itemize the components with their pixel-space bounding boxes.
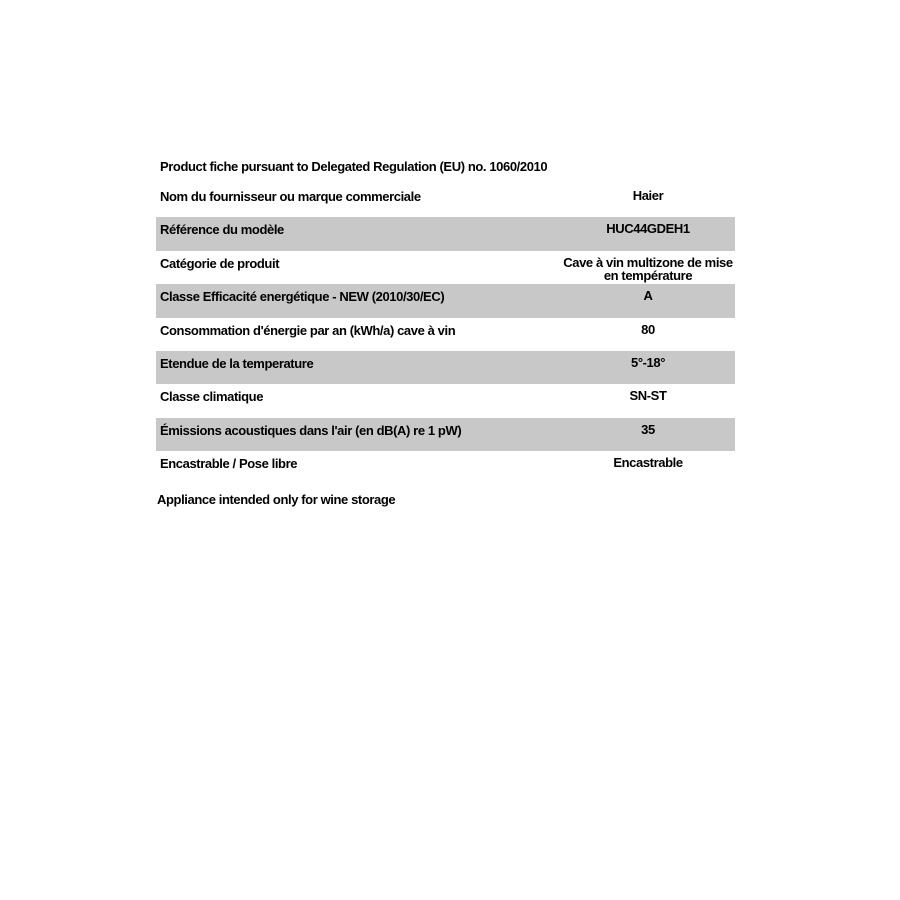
row-label: Émissions acoustiques dans l'air (en dB(A) re 1 pW) — [160, 422, 462, 438]
row-value: 80 — [641, 321, 655, 337]
row-label: Encastrable / Pose libre — [160, 456, 298, 472]
table-row-product-category — [156, 251, 735, 284]
row-label: Classe Efficacité energétique - NEW (2010/30/EC) — [160, 289, 445, 305]
row-value: 5°-18° — [630, 354, 666, 370]
table-row-model-reference — [156, 217, 735, 250]
table-row-installation-type — [156, 451, 735, 484]
row-label: Référence du modèle — [160, 222, 284, 238]
table-row-energy-consumption — [156, 318, 735, 351]
table-row-supplier — [156, 184, 735, 217]
row-label: Nom du fournisseur ou marque commerciale — [160, 189, 421, 204]
row-value: Haier — [632, 188, 664, 203]
footer-note: Appliance intended only for wine storage — [157, 492, 396, 507]
table-row-noise-emissions — [156, 418, 735, 451]
row-label: Catégorie de produit — [160, 255, 280, 271]
row-label: Classe climatique — [160, 389, 264, 405]
table-row-temperature-range — [156, 351, 735, 384]
row-value: Cave à vin multizone de mise en température — [563, 254, 733, 283]
row-label: Consommation d'énergie par an (kWh/a) cave à vin — [160, 322, 456, 338]
document-title: Product fiche pursuant to Delegated Regulation (EU) no. 1060/2010 — [160, 159, 548, 174]
row-value: A — [643, 288, 653, 304]
row-value: HUC44GDEH1 — [606, 221, 690, 237]
table-row-climate-class — [156, 384, 735, 417]
spec-table — [156, 184, 735, 485]
table-row-energy-class — [156, 284, 735, 317]
row-value: 35 — [641, 421, 655, 437]
row-label: Etendue de la temperature — [160, 355, 314, 371]
row-value: SN-ST — [629, 388, 667, 404]
row-value: Encastrable — [613, 455, 683, 471]
